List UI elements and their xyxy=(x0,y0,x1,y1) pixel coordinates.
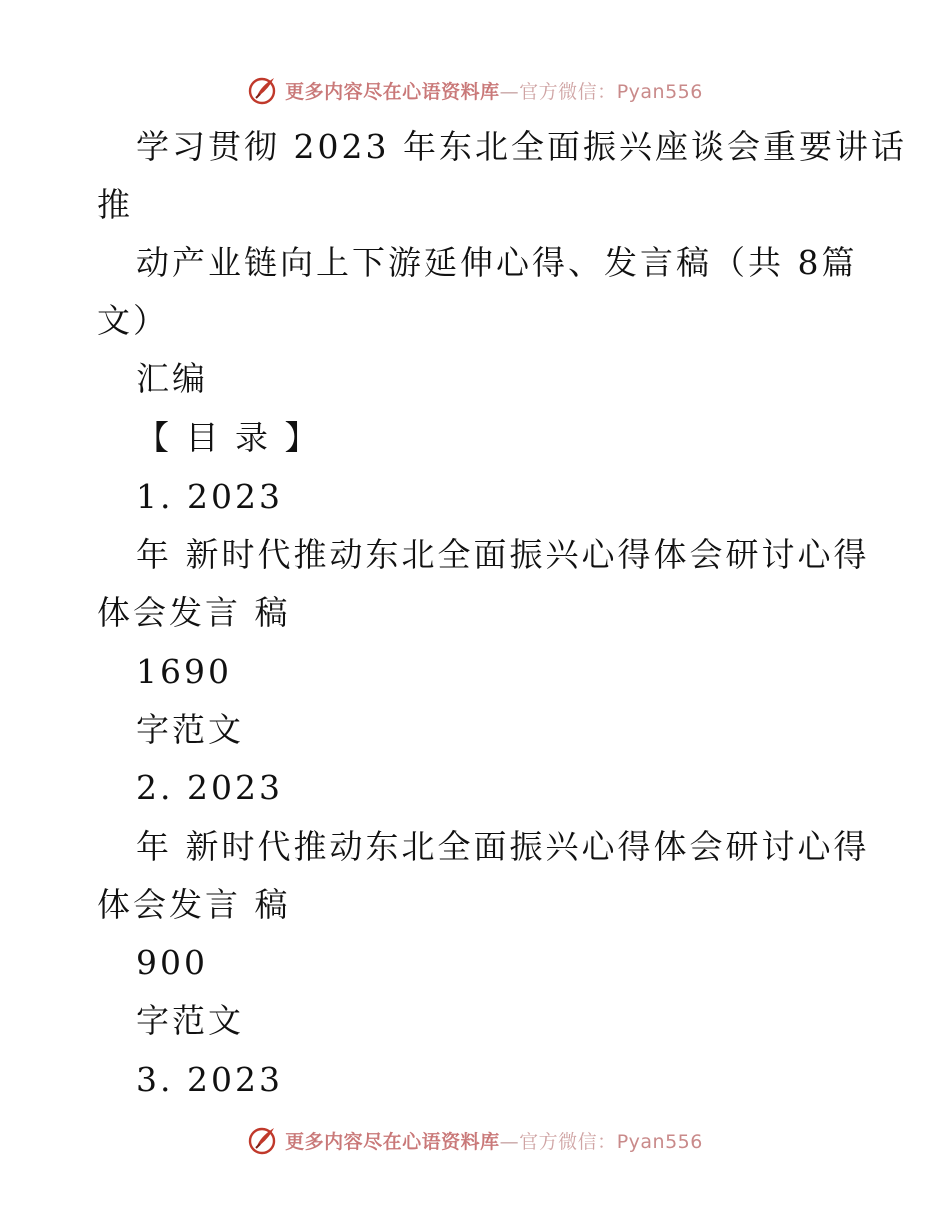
toc-item-1-suffix: 字范文 xyxy=(136,710,244,749)
toc-item-1-title: 年 新时代推动东北全面振兴心得体会研讨心得 xyxy=(136,535,870,574)
watermark-label: 官方微信： xyxy=(519,1130,617,1153)
toc-item-1-title-cont: 体会发言 稿 xyxy=(97,593,291,632)
watermark-separator: — xyxy=(499,1130,520,1153)
title-line-1: 学习贯彻 2023 年东北全面振兴座谈会重要讲话 xyxy=(136,127,907,166)
title-line-5: 汇编 xyxy=(136,359,208,398)
title-line-2: 推 xyxy=(97,185,133,224)
watermark-id: Pyan556 xyxy=(616,80,703,103)
toc-heading: 【 目 录 】 xyxy=(136,418,321,457)
toc-item-2-wordcount: 900 xyxy=(136,943,208,982)
watermark-label: 官方微信： xyxy=(519,80,617,103)
watermark-text xyxy=(285,1127,703,1154)
toc-item-1-number: 1. 2023 xyxy=(136,477,283,516)
watermark-footer xyxy=(0,1120,950,1160)
toc-item-2-suffix: 字范文 xyxy=(136,1001,244,1040)
watermark-prefix: 更多内容尽在心语资料库 xyxy=(285,80,500,103)
toc-item-3-number: 3. 2023 xyxy=(136,1060,283,1099)
quill-logo-icon xyxy=(247,1124,279,1156)
title-line-4: 文） xyxy=(97,301,169,340)
watermark-separator: — xyxy=(499,80,520,103)
watermark-id: Pyan556 xyxy=(616,1130,703,1153)
toc-item-1-wordcount: 1690 xyxy=(136,652,232,691)
toc-item-2-title: 年 新时代推动东北全面振兴心得体会研讨心得 xyxy=(136,827,870,866)
toc-item-2-title-cont: 体会发言 稿 xyxy=(97,885,291,924)
title-line-3: 动产业链向上下游延伸心得、发言稿（共 8篇 xyxy=(136,243,858,282)
toc-item-2-number: 2. 2023 xyxy=(136,768,283,807)
watermark-prefix: 更多内容尽在心语资料库 xyxy=(285,1130,500,1153)
